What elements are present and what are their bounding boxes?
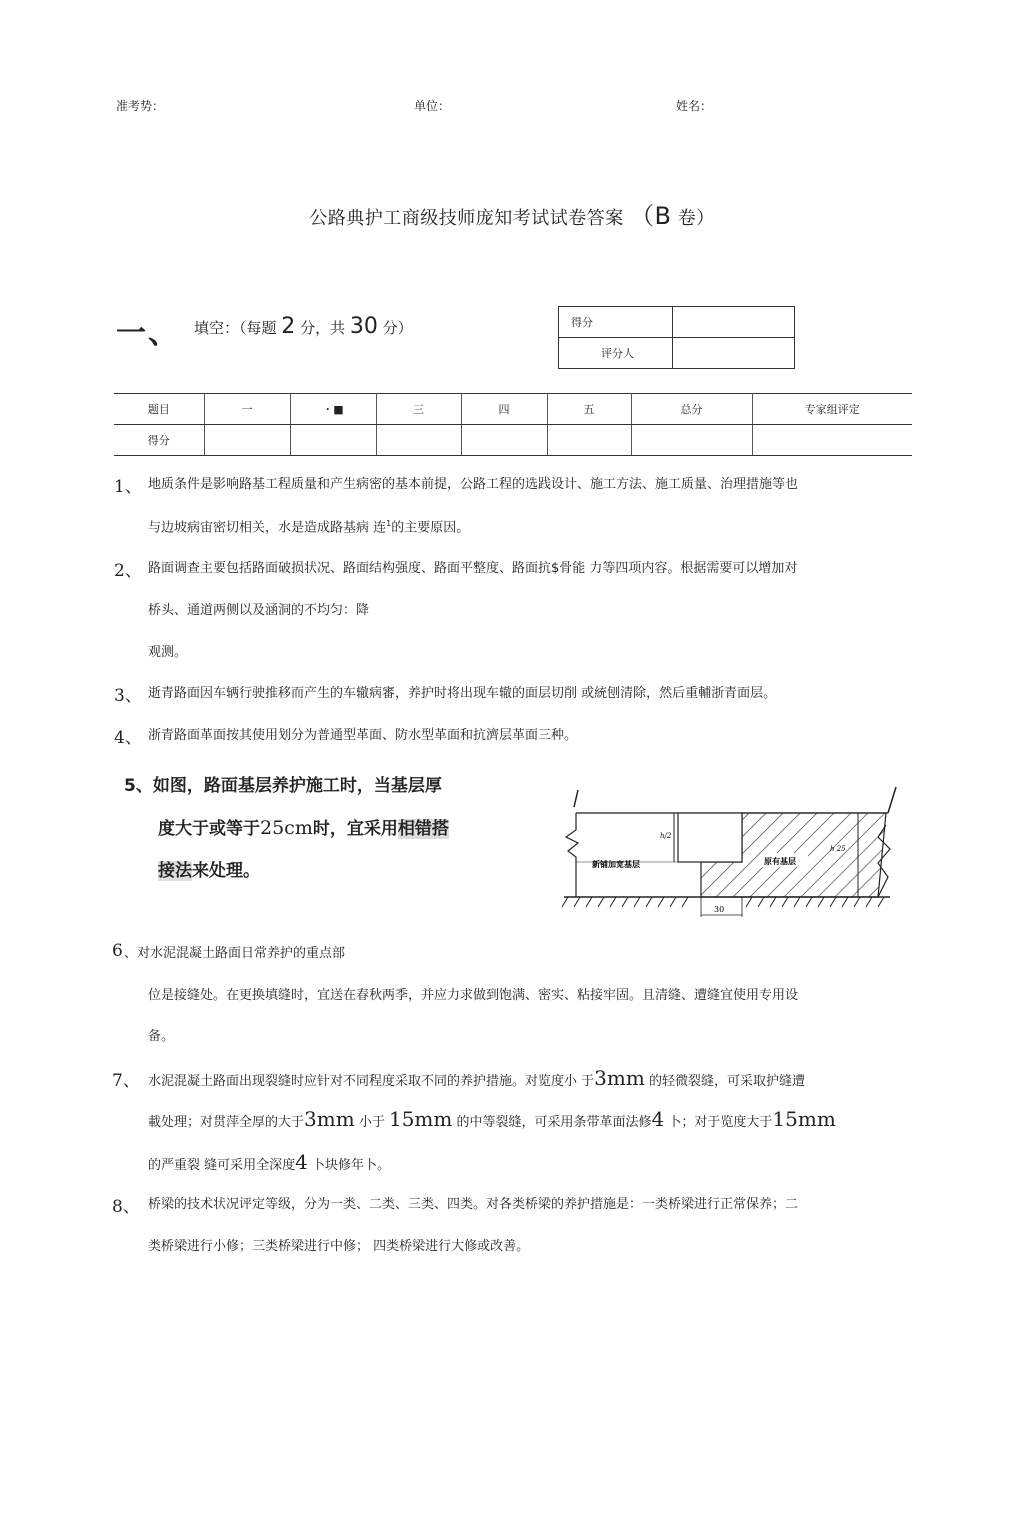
score-label: 得分 xyxy=(559,307,673,338)
label-old-base: 原有基层 xyxy=(764,857,796,866)
question-number: 7、 xyxy=(112,1071,140,1091)
q7-text: 水泥混凝土路面出现裂缝时应针对不同程度采取不同的养护措施。对览度小 于 xyxy=(148,1074,595,1089)
pavement-base-diagram xyxy=(556,785,900,920)
grade-header-row xyxy=(114,394,912,425)
question-1-line-2 xyxy=(148,519,469,536)
q7-text: 的中等裂缝，可采用条带革面法修 xyxy=(456,1115,652,1130)
grade-table xyxy=(114,393,912,456)
name-label: 姓名： xyxy=(676,99,713,113)
question-5-line-1: 5、如图，路面基层养护施工时，当基层厚 xyxy=(124,776,442,796)
question-7-line-1 xyxy=(148,1066,805,1090)
question-5-line-3 xyxy=(124,850,544,892)
q1-superscript: 1 xyxy=(386,519,392,528)
score-box xyxy=(558,306,795,369)
question-6-line-2: 位是接缝处。在更换填缝时，宜送在春秋两季，并应力求做到饱满、密实、粘接牢固。且清缝、遭缝宜使用专用设 xyxy=(148,988,799,1003)
question-4-line-1: 浙青路面革面按其使用划分为普通型革面、防水型革面和抗濟层革面三种。 xyxy=(148,728,578,743)
section-text-c: 分） xyxy=(382,319,413,337)
question-number: 1、 xyxy=(114,477,142,497)
q7-value: 15mm xyxy=(772,1107,836,1131)
grade-row-label: 得分 xyxy=(114,425,204,456)
section-points-total: 30 xyxy=(349,314,378,339)
q7-value: 3mm xyxy=(594,1066,645,1090)
question-5-line-2 xyxy=(124,807,544,850)
grade-score-cell[interactable] xyxy=(752,425,912,456)
title-main: 公路典护工商级技师庞知考试试卷答案 xyxy=(309,208,624,229)
q1-text-a: 与边坡病宙密切相关，水是造成路基病 连 xyxy=(148,520,387,536)
question-1-line-1: 地质条件是影响路基工程质量和产生病密的基本前提，公路工程的选践设计、施工方法、施工质量、治理措施等也 xyxy=(148,477,799,492)
question-6-line-3: 备。 xyxy=(148,1029,175,1044)
q5-text-a: 度大于或等于 xyxy=(158,819,260,839)
grade-score-cell[interactable] xyxy=(290,425,376,456)
unit-label: 单位： xyxy=(414,99,451,113)
q7-text: 卜块修年卜。 xyxy=(312,1158,391,1173)
break-line-right xyxy=(888,787,896,813)
section-text-a: 填空：（每题 xyxy=(194,319,277,337)
grade-header-cell: 三 xyxy=(376,394,461,425)
q5-text-b: 时，宜采用 xyxy=(312,819,398,839)
question-2-line-1: 路面调查主要包括路面破损状况、路面结构强度、路面平整度、路面抗$骨能 力等四项内容。根据需要可以增加对 xyxy=(148,561,798,576)
grade-header-cell: ・■ xyxy=(290,394,376,425)
q5-text-c: 来处理。 xyxy=(192,861,260,881)
grade-header-cell: 总分 xyxy=(631,394,752,425)
section-number: 一、 xyxy=(116,316,180,351)
section-points-each: 2 xyxy=(281,314,296,339)
grade-header-cell: 五 xyxy=(547,394,631,425)
step-block xyxy=(678,813,742,862)
question-5-block xyxy=(124,765,544,892)
grade-header-cell: 题目 xyxy=(114,394,204,425)
question-8-line-1: 桥梁的技术状况评定等级，分为一类、二类、三类、四类。对各类桥梁的养护措施是：一类桥梁进行正常保养；二 xyxy=(148,1197,799,1212)
grade-header-cell: 一 xyxy=(204,394,290,425)
q1-text-b: 的主要原因。 xyxy=(391,520,470,536)
exam-number-label: 准考势： xyxy=(116,99,165,113)
question-number: 4、 xyxy=(114,728,142,748)
grade-score-cell[interactable] xyxy=(547,425,631,456)
grade-score-cell[interactable] xyxy=(204,425,290,456)
section-heading xyxy=(194,314,413,339)
page-title xyxy=(0,196,1024,231)
grade-score-cell[interactable] xyxy=(461,425,547,456)
grader-label: 评分人 xyxy=(559,338,673,369)
question-number: 2、 xyxy=(114,561,142,581)
question-7-line-2 xyxy=(148,1107,836,1131)
label-h: h 25 xyxy=(830,845,846,853)
title-suffix: 卷） xyxy=(677,208,715,229)
q7-text: 的轻微裂缝，可采取护缝遭 xyxy=(648,1074,805,1089)
grade-score-cell[interactable] xyxy=(376,425,461,456)
grade-score-cell[interactable] xyxy=(631,425,752,456)
q7-text: 的严重裂 缝可采用全深度 xyxy=(148,1158,296,1173)
q7-text: 載处理；对贯萍全厚的大于 xyxy=(148,1115,305,1130)
q5-unit: 25cm xyxy=(260,817,313,839)
grade-header-cell: 四 xyxy=(461,394,547,425)
q7-value: 4 xyxy=(295,1150,308,1174)
q7-value: 4 xyxy=(651,1107,665,1131)
question-number: 3、 xyxy=(114,686,142,706)
title-variant: B xyxy=(654,202,672,230)
q5-highlight-2: 接法 xyxy=(158,861,192,881)
question-8-line-2: 类桥梁进行小修；三类桥梁进行中修； 四类桥梁进行大修或改善。 xyxy=(148,1239,530,1254)
break-line-left xyxy=(574,790,578,807)
question-number: 8、 xyxy=(112,1197,140,1217)
grade-score-row xyxy=(114,425,912,456)
grade-header-cell: 专家组评定 xyxy=(752,394,912,425)
question-7-line-3 xyxy=(148,1150,390,1174)
section-text-b: 分，共 xyxy=(300,319,346,337)
q5-highlight-1: 相错搭 xyxy=(397,819,449,839)
question-2-line-3: 观测。 xyxy=(148,645,188,660)
question-3-line-1: 逝青路面因车辆行驶推移而产生的车辙病審，养护时将出现车辙的面层切削 或統刨清除，然后重輔浙青面层。 xyxy=(148,686,777,701)
question-6-line-1: 、对水泥混凝土路面日常养护的重点部 xyxy=(124,946,346,961)
title-paren: （ xyxy=(630,202,655,230)
left-zigzag xyxy=(566,813,578,897)
q7-text: 卜；对于览度大于 xyxy=(668,1115,773,1130)
label-h2: h/2 xyxy=(660,832,672,840)
q7-text: 小于 xyxy=(358,1115,385,1130)
score-cell[interactable] xyxy=(673,307,795,338)
question-2-line-2: 桥头、通道两侧以及涵洞的不均匀：降 xyxy=(148,603,370,618)
q7-value: 3mm xyxy=(304,1107,355,1131)
label-new-base: 新铺加宽基层 xyxy=(592,860,640,869)
q7-value: 15mm xyxy=(388,1107,453,1131)
label-30: 30 xyxy=(714,905,725,914)
grader-cell[interactable] xyxy=(673,338,795,369)
question-number: 6 xyxy=(112,941,123,961)
